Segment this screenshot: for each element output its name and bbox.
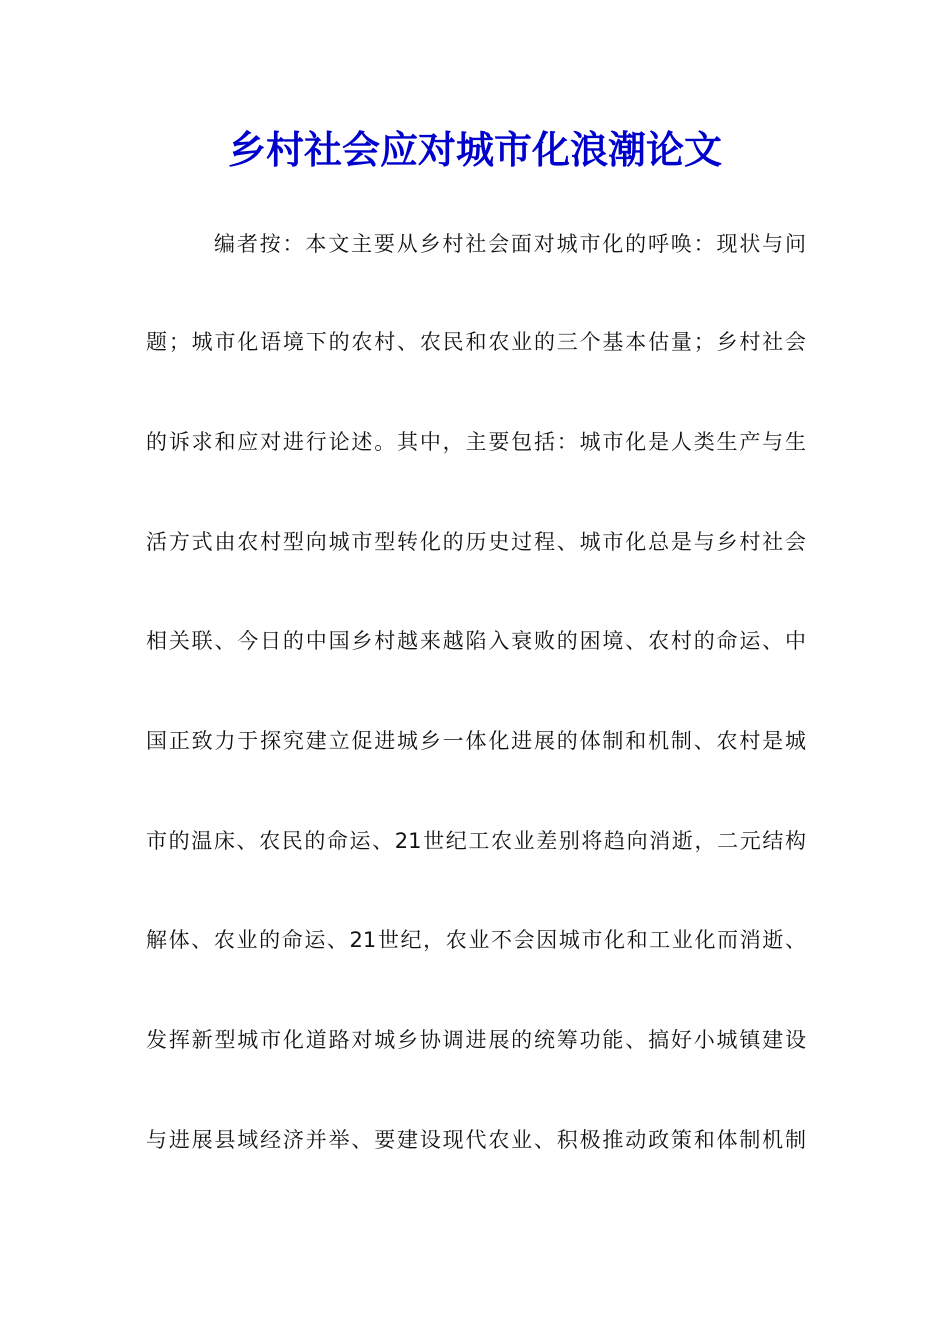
paragraph-line-7: 市的温床、农民的命运、21世纪工农业差别将趋向消逝，二元结构: [146, 829, 806, 853]
paragraph-line-1: 编者按：本文主要从乡村社会面对城市化的呼唤：现状与问: [214, 232, 806, 256]
document-title: 乡村社会应对城市化浪潮论文: [227, 127, 722, 172]
paragraph-line-2: 题；城市化语境下的农村、农民和农业的三个基本估量；乡村社会: [146, 330, 806, 354]
paragraph-line-6: 国正致力于探究建立促进城乡一体化进展的体制和机制、农村是城: [146, 729, 806, 753]
paragraph-line-5: 相关联、今日的中国乡村越来越陷入衰败的困境、农村的命运、中: [146, 629, 806, 653]
paragraph-line-8: 解体、农业的命运、21世纪，农业不会因城市化和工业化而消逝、: [146, 928, 806, 952]
paragraph-line-10: 与进展县域经济并举、要建设现代农业、积极推动政策和体制机制: [146, 1128, 806, 1152]
paragraph-line-4: 活方式由农村型向城市型转化的历史过程、城市化总是与乡村社会: [146, 530, 806, 554]
paragraph-line-9: 发挥新型城市化道路对城乡协调进展的统筹功能、搞好小城镇建设: [146, 1028, 806, 1052]
paragraph-line-3: 的诉求和应对进行论述。其中，主要包括：城市化是人类生产与生: [146, 430, 806, 454]
